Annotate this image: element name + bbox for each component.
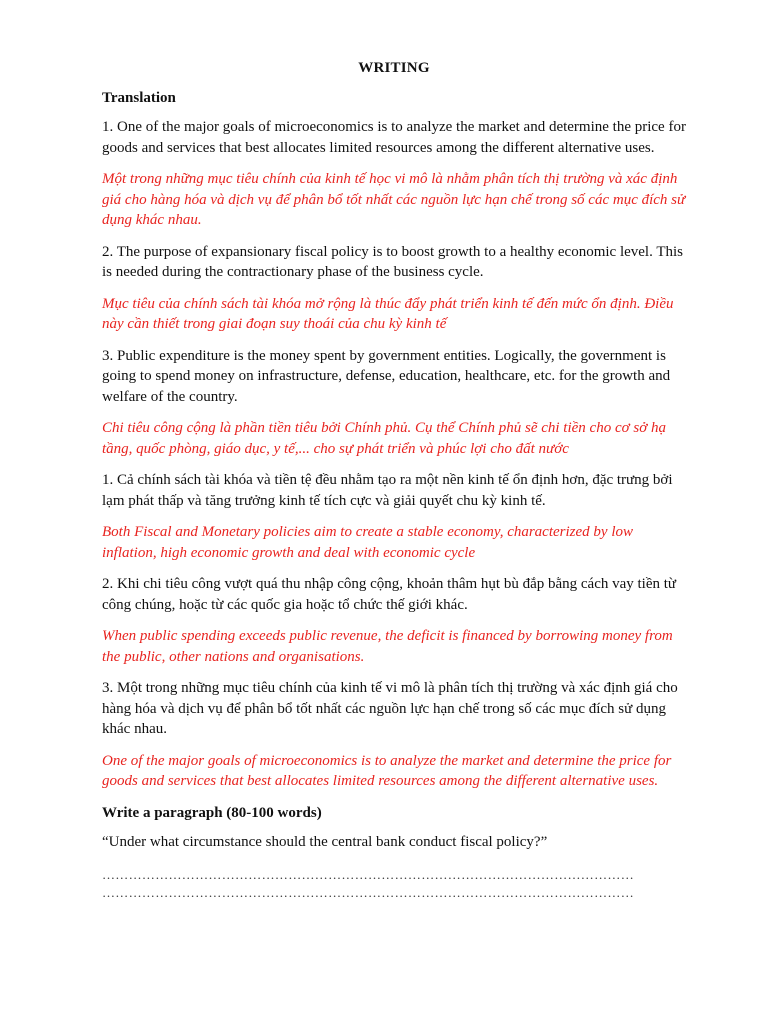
question-1: 1. One of the major goals of microeconomics is to analyze the market and determine the price for goods and services that best allocates limited resources among the different alternative uses. [102, 119, 686, 156]
writing-prompt: “Under what circumstance should the central bank conduct fiscal policy?” [102, 833, 548, 850]
writing-heading: Write a paragraph (80-100 words) [102, 804, 322, 821]
translation-heading: Translation [102, 90, 176, 106]
answer-line-2[interactable]: ………………………………………………………………………………………………………… [102, 884, 634, 900]
question-6: 3. Một trong những mục tiêu chính của kinh tế vi mô là phân tích thị trường và xác định giá cho hàng hóa và dịch vụ để phân bổ tốt nhất các nguồn lực hạn chế trong số các mục đích sử dụng khác nhau. [102, 680, 678, 737]
answer-6: One of the major goals of microeconomics is to analyze the market and determine the price for goods and services that best allocates limited resources among the different alternative uses. [102, 752, 672, 789]
page-title: WRITING [358, 60, 430, 76]
answer-5: When public spending exceeds public revenue, the deficit is financed by borrowing money from the public, other nations and organisations. [102, 628, 673, 665]
question-2: 2. The purpose of expansionary fiscal policy is to boost growth to a healthy economic level. This is needed during the contractionary phase of the business cycle. [102, 243, 683, 280]
answer-1: Một trong những mục tiêu chính của kinh tế học vi mô là nhằm phân tích thị trường và xác định giá cho hàng hóa và dịch vụ để phân bổ tốt nhất các nguồn lực hạn chế trong số các mục đích sử dụng khác nhau. [102, 171, 686, 228]
answer-2: Mục tiêu của chính sách tài khóa mở rộng là thúc đẩy phát triển kinh tế đến mức ổn định. Điều này cần thiết trong giai đoạn suy thoái của chu kỳ kinh tế [102, 295, 674, 332]
question-5: 2. Khi chi tiêu công vượt quá thu nhập công cộng, khoản thâm hụt bù đắp bằng cách vay tiền từ công chúng, hoặc từ các quốc gia hoặc tổ chức thế giới khác. [102, 576, 677, 613]
question-4: 1. Cả chính sách tài khóa và tiền tệ đều nhằm tạo ra một nền kinh tế ổn định hơn, đặc trưng bởi lạm phát thấp và tăng trưởng kinh tế tích cực và giải quyết chu kỳ kinh tế. [102, 472, 673, 509]
answer-4: Both Fiscal and Monetary policies aim to create a stable economy, characterized by low inflation, high economic growth and deal with economic cycle [102, 524, 633, 561]
question-3: 3. Public expenditure is the money spent by government entities. Logically, the government is going to spend money on infrastructure, defense, education, healthcare, etc. for the growth and welfare of the country. [102, 347, 671, 405]
answer-line-1[interactable]: ………………………………………………………………………………………………………… [102, 866, 634, 882]
document-page [102, 58, 686, 902]
answer-3: Chi tiêu công cộng là phần tiền tiêu bởi Chính phủ. Cụ thể Chính phủ sẽ chi tiền cho cơ sở hạ tầng, quốc phòng, giáo dục, y tế,... cho sự phát triển và phúc lợi cho đất nước [102, 420, 666, 457]
